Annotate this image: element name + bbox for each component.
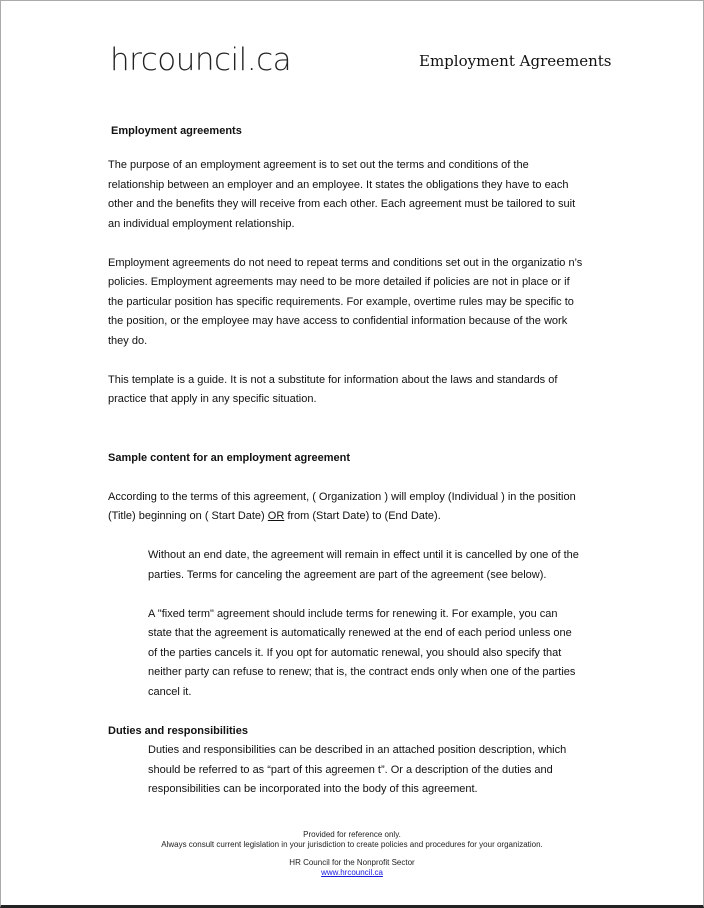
paragraph-line: responsibilities can be incorporated into the body of this agreement. [148, 783, 478, 795]
paragraph-line: they do. [108, 335, 148, 347]
text: from (Start Date) to (End Date). [284, 510, 441, 522]
paragraph-line: This template is a guide. It is not a substitute for information about the laws and standards of [108, 374, 558, 386]
paragraph-line: should be referred to as “part of this agreemen t”. Or a description of the duties and [148, 764, 553, 776]
paragraph-line: an individual employment relationship. [108, 218, 295, 230]
paragraph-line: Duties and responsibilities can be described in an attached position description, which [148, 744, 567, 756]
document-title: Employment Agreements [419, 52, 612, 70]
footer-link[interactable]: www.hrcouncil.ca [321, 868, 383, 877]
hrcouncil-logo: hrcouncil.ca [110, 42, 292, 78]
paragraph-line: According to the terms of this agreement, ( Organization ) will employ (Individual ) in the position [108, 491, 576, 503]
paragraph-line: relationship between an employer and an employee. It states the obligations they have to each [108, 179, 569, 191]
or-emphasis: OR [267, 510, 285, 522]
paragraph-line: Without an end date, the agreement will remain in effect until it is cancelled by one of the [148, 549, 579, 561]
paragraph-line [108, 509, 441, 523]
paragraph-line: A "fixed term" agreement should include terms for renewing it. For example, you can [148, 608, 558, 620]
footer-disclaimer [0, 830, 704, 878]
footer-line2: Always consult current legislation in your jurisdiction to create policies and procedures for your organization. [161, 840, 543, 849]
footer-org: HR Council for the Nonprofit Sector [289, 858, 415, 867]
section-heading: Duties and responsibilities [108, 725, 248, 737]
paragraph-line: policies. Employment agreements may need to be more detailed if policies are not in place or if [108, 276, 570, 288]
paragraph-line: cancel it. [148, 686, 192, 698]
section-heading: Employment agreements [111, 125, 242, 137]
paragraph-line: state that the agreement is automatically renewed at the end of each period unless one [148, 627, 572, 639]
footer-line1: Provided for reference only. [303, 830, 401, 839]
paragraph-line: of the parties cancels it. If you opt for automatic renewal, you should also specify that [148, 647, 562, 659]
section-heading: Sample content for an employment agreement [108, 452, 351, 464]
paragraph-line: the particular position has specific requirements. For example, overtime rules may be specific to [108, 296, 574, 308]
paragraph-line: Employment agreements do not need to repeat terms and conditions set out in the organizatio n’s [108, 257, 583, 269]
text: (Title) beginning on ( Start Date) [108, 510, 268, 522]
paragraph-line: other and the benefits they will receive from each other. Each agreement must be tailored to suit [108, 198, 576, 210]
paragraph-line: practice that apply in any specific situation. [108, 393, 317, 405]
paragraph-line: neither party can refuse to renew; that is, the contract ends only when one of the parties [148, 666, 576, 678]
paragraph-line: parties. Terms for canceling the agreement are part of the agreement (see below). [148, 569, 547, 581]
paragraph-line: The purpose of an employment agreement is to set out the terms and conditions of the [108, 159, 529, 171]
paragraph-line: the position, or the employee may have access to confidential information because of the work [108, 315, 568, 327]
